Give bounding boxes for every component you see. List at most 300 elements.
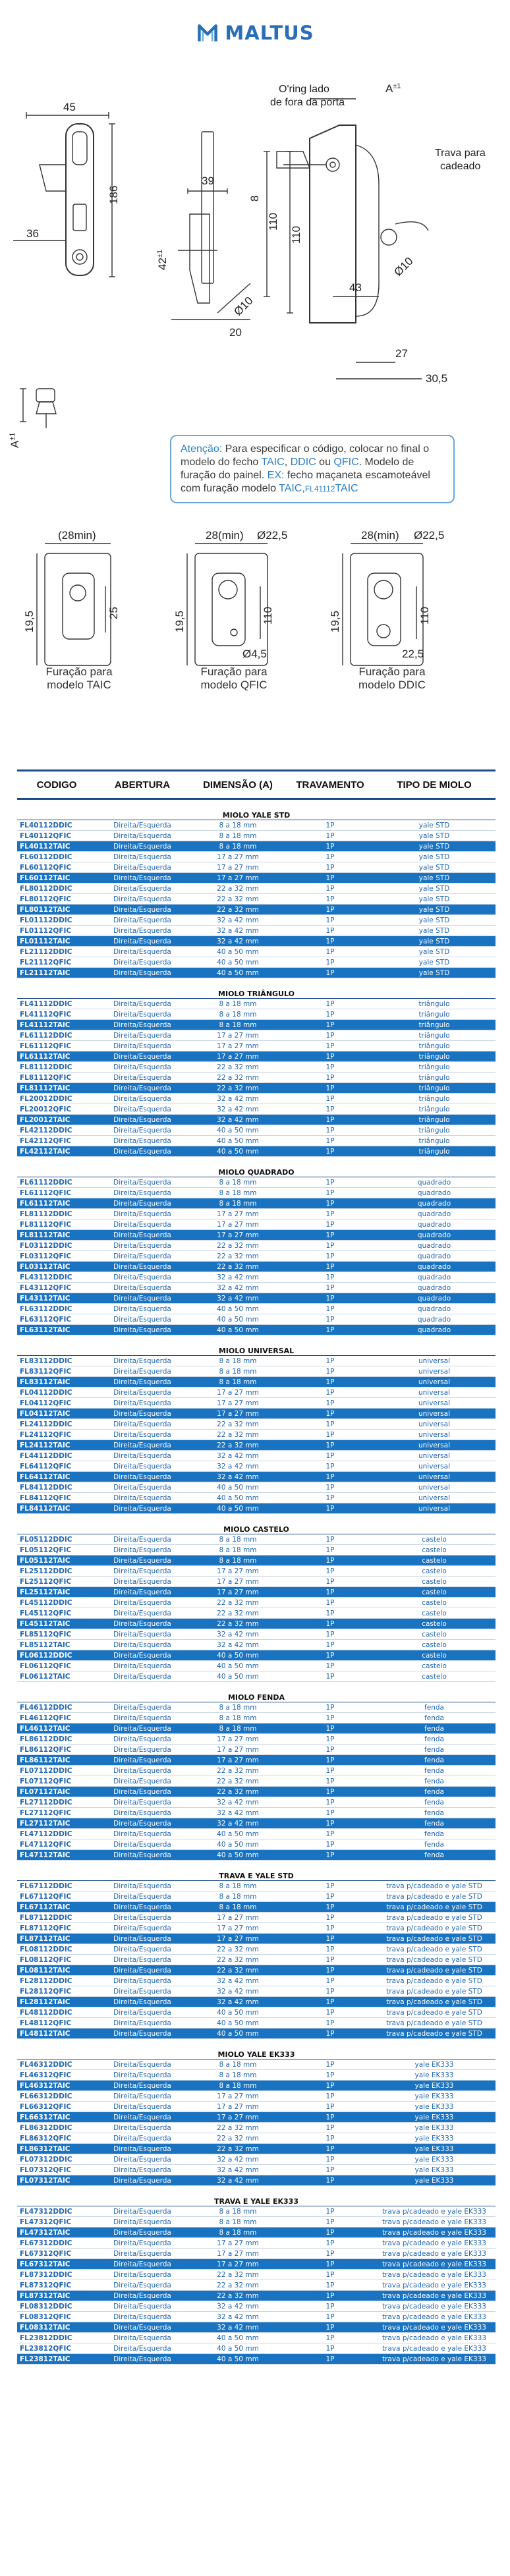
table-row (17, 1818, 496, 1829)
cell-tipo-miolo: universal (373, 1366, 496, 1377)
cell-dimensao: 40 a 50 mm (188, 1650, 287, 1661)
cell-travamento: 1P (287, 2301, 373, 2312)
cell-dimensao: 32 a 42 mm (188, 1976, 287, 1986)
cell-tipo-miolo: yale EK333 (373, 2102, 496, 2112)
cell-tipo-miolo: castelo (373, 1640, 496, 1650)
cell-abertura: Direita/Esquerda (96, 2018, 188, 2029)
cell-travamento: 1P (287, 1482, 373, 1493)
cell-tipo-miolo: triângulo (373, 1136, 496, 1146)
cell-codigo: FL47112TAIC (17, 1850, 96, 1861)
cell-codigo: FL03112TAIC (17, 1262, 96, 1272)
cell-dimensao: 8 a 18 mm (188, 1891, 287, 1902)
cell-tipo-miolo: quadrado (373, 1314, 496, 1325)
cell-codigo: FL07112DDIC (17, 1766, 96, 1776)
cell-tipo-miolo: yale EK333 (373, 2133, 496, 2144)
cell-travamento: 1P (287, 1073, 373, 1083)
table-row (17, 926, 496, 936)
table-row (17, 936, 496, 947)
cell-codigo: FL64112QFIC (17, 1461, 96, 1472)
cell-abertura: Direita/Esquerda (96, 947, 188, 957)
cell-tipo-miolo: fenda (373, 1808, 496, 1818)
drill-qfic-19-5: 19,5 (173, 610, 186, 632)
cell-travamento: 1P (287, 1818, 373, 1829)
table-row (17, 1976, 496, 1986)
cell-tipo-miolo: castelo (373, 1534, 496, 1545)
cell-abertura: Direita/Esquerda (96, 1640, 188, 1650)
group-header-row (17, 2039, 496, 2059)
cell-travamento: 1P (287, 1598, 373, 1608)
cell-codigo: FL81112DDIC (17, 1062, 96, 1073)
cell-tipo-miolo: trava p/cadeado e yale EK333 (373, 2249, 496, 2259)
cell-dimensao: 40 a 50 mm (188, 2354, 287, 2365)
table-row (17, 1020, 496, 1030)
cell-codigo: FL04112QFIC (17, 1398, 96, 1409)
cell-travamento: 1P (287, 1230, 373, 1241)
table-row (17, 2217, 496, 2227)
cell-abertura: Direita/Esquerda (96, 1482, 188, 1493)
cell-travamento: 1P (287, 968, 373, 978)
cell-travamento: 1P (287, 1881, 373, 1891)
cell-codigo: FL25112QFIC (17, 1577, 96, 1587)
cell-codigo: FL86112TAIC (17, 1755, 96, 1766)
cell-tipo-miolo: universal (373, 1451, 496, 1461)
dim-10-side: Ø10 (231, 294, 256, 318)
table-row (17, 1955, 496, 1965)
table-row (17, 1891, 496, 1902)
cell-travamento: 1P (287, 1797, 373, 1808)
cell-tipo-miolo: trava p/cadeado e yale EK333 (373, 2280, 496, 2291)
table-row (17, 1734, 496, 1745)
cell-abertura: Direita/Esquerda (96, 852, 188, 862)
table-row (17, 1986, 496, 1997)
cell-travamento: 1P (287, 1451, 373, 1461)
cell-abertura: Direita/Esquerda (96, 1650, 188, 1661)
cell-codigo: FL81112TAIC (17, 1230, 96, 1241)
cell-tipo-miolo: trava p/cadeado e yale EK333 (373, 2206, 496, 2217)
cell-dimensao: 32 a 42 mm (188, 2154, 287, 2165)
cell-codigo: FL87312DDIC (17, 2270, 96, 2280)
cell-dimensao: 40 a 50 mm (188, 1304, 287, 1314)
note-text-1: Para especificar o código, colocar no final o modelo do fecho (181, 443, 430, 468)
cell-codigo: FL66312DDIC (17, 2091, 96, 2102)
cell-travamento: 1P (287, 894, 373, 905)
cell-tipo-miolo: triângulo (373, 1009, 496, 1020)
note-example-code-c: TAIC (335, 483, 358, 494)
table-row (17, 873, 496, 883)
table-row (17, 1723, 496, 1734)
cell-travamento: 1P (287, 2280, 373, 2291)
cell-codigo: FL48112TAIC (17, 2029, 96, 2039)
cell-tipo-miolo: universal (373, 1398, 496, 1409)
drill-taic-25: 25 (107, 607, 120, 619)
cell-travamento: 1P (287, 2238, 373, 2249)
cell-tipo-miolo: triângulo (373, 1062, 496, 1073)
table-row (17, 2249, 496, 2259)
cell-tipo-miolo: yale EK333 (373, 2091, 496, 2102)
cell-tipo-miolo: yale EK333 (373, 2144, 496, 2154)
cell-codigo: FL61112QFIC (17, 1041, 96, 1051)
table-row (17, 2154, 496, 2165)
cell-tipo-miolo: universal (373, 1482, 496, 1493)
cell-tipo-miolo: universal (373, 1356, 496, 1366)
cell-dimensao: 17 a 27 mm (188, 1230, 287, 1241)
cell-abertura: Direita/Esquerda (96, 1293, 188, 1304)
header-tipo-miolo: TIPO DE MIOLO (373, 771, 496, 799)
cell-travamento: 1P (287, 2123, 373, 2133)
group-title: TRAVA E YALE EK333 (17, 2186, 496, 2206)
cell-codigo: FL40112QFIC (17, 831, 96, 841)
table-row (17, 2102, 496, 2112)
cell-travamento: 1P (287, 1723, 373, 1734)
cell-abertura: Direita/Esquerda (96, 1913, 188, 1923)
table-row (17, 2280, 496, 2291)
cell-travamento: 1P (287, 2102, 373, 2112)
cell-dimensao: 32 a 42 mm (188, 1272, 287, 1283)
cell-dimensao: 32 a 42 mm (188, 1640, 287, 1650)
cell-dimensao: 8 a 18 mm (188, 1177, 287, 1188)
drill-ddic-22-5b: 22,5 (402, 648, 424, 660)
cell-codigo: FL61112DDIC (17, 1030, 96, 1041)
cell-tipo-miolo: trava p/cadeado e yale EK333 (373, 2270, 496, 2280)
cell-dimensao: 22 a 32 mm (188, 1944, 287, 1955)
cell-abertura: Direita/Esquerda (96, 1493, 188, 1503)
cell-dimensao: 17 a 27 mm (188, 1755, 287, 1766)
table-row (17, 2144, 496, 2154)
cell-abertura: Direita/Esquerda (96, 2007, 188, 2018)
table-row (17, 1073, 496, 1083)
cell-tipo-miolo: yale EK333 (373, 2175, 496, 2186)
cell-codigo: FL84112DDIC (17, 1482, 96, 1493)
cell-dimensao: 8 a 18 mm (188, 1555, 287, 1566)
cell-tipo-miolo: quadrado (373, 1209, 496, 1219)
cell-dimensao: 17 a 27 mm (188, 1934, 287, 1944)
cell-tipo-miolo: yale EK333 (373, 2059, 496, 2070)
cell-abertura: Direita/Esquerda (96, 1944, 188, 1955)
cell-dimensao: 8 a 18 mm (188, 820, 287, 831)
cell-travamento: 1P (287, 1745, 373, 1755)
cell-dimensao: 22 a 32 mm (188, 2280, 287, 2291)
cell-codigo: FL04112TAIC (17, 1409, 96, 1419)
cell-codigo: FL07112TAIC (17, 1787, 96, 1797)
cell-tipo-miolo: trava p/cadeado e yale EK333 (373, 2343, 496, 2354)
cell-travamento: 1P (287, 2018, 373, 2029)
cell-travamento: 1P (287, 2133, 373, 2144)
dim-36: 36 (26, 227, 39, 240)
table-row (17, 1314, 496, 1325)
drill-ddic-28: 28(min) (361, 529, 399, 542)
drill-taic-28: (28min) (58, 529, 96, 542)
cell-tipo-miolo: universal (373, 1387, 496, 1398)
cell-abertura: Direita/Esquerda (96, 1440, 188, 1451)
cell-travamento: 1P (287, 2081, 373, 2091)
cell-abertura: Direita/Esquerda (96, 1566, 188, 1577)
cell-tipo-miolo: castelo (373, 1598, 496, 1608)
cell-dimensao: 22 a 32 mm (188, 1419, 287, 1430)
cell-travamento: 1P (287, 1251, 373, 1262)
cell-tipo-miolo: fenda (373, 1839, 496, 1850)
cell-dimensao: 8 a 18 mm (188, 1198, 287, 1209)
cell-codigo: FL86112QFIC (17, 1745, 96, 1755)
cell-dimensao: 17 a 27 mm (188, 1387, 287, 1398)
cell-travamento: 1P (287, 2070, 373, 2081)
cell-abertura: Direita/Esquerda (96, 2227, 188, 2238)
cell-tipo-miolo: yale EK333 (373, 2070, 496, 2081)
table-row (17, 1041, 496, 1051)
cell-travamento: 1P (287, 1545, 373, 1555)
cell-tipo-miolo: triângulo (373, 1094, 496, 1104)
cell-travamento: 1P (287, 1608, 373, 1619)
cell-tipo-miolo: triângulo (373, 1051, 496, 1062)
cell-dimensao: 40 a 50 mm (188, 947, 287, 957)
cell-dimensao: 8 a 18 mm (188, 1377, 287, 1387)
cell-travamento: 1P (287, 1219, 373, 1230)
cell-tipo-miolo: quadrado (373, 1283, 496, 1293)
table-row (17, 1808, 496, 1818)
cell-abertura: Direita/Esquerda (96, 905, 188, 915)
table-row (17, 1566, 496, 1577)
cell-codigo: FL61112TAIC (17, 1051, 96, 1062)
cell-travamento: 1P (287, 1020, 373, 1030)
trava-label-line1: Trava para (435, 148, 486, 159)
cell-codigo: FL08312QFIC (17, 2312, 96, 2322)
cell-codigo: FL27112DDIC (17, 1797, 96, 1808)
cell-travamento: 1P (287, 2343, 373, 2354)
table-row (17, 1251, 496, 1262)
cell-tipo-miolo: yale EK333 (373, 2081, 496, 2091)
cell-travamento: 1P (287, 1283, 373, 1293)
cell-travamento: 1P (287, 936, 373, 947)
brand-name: MALTUS (225, 22, 314, 44)
cell-abertura: Direita/Esquerda (96, 1986, 188, 1997)
cell-codigo: FL46312QFIC (17, 2070, 96, 2081)
cell-travamento: 1P (287, 2059, 373, 2070)
cell-dimensao: 22 a 32 mm (188, 883, 287, 894)
cell-abertura: Direita/Esquerda (96, 1104, 188, 1115)
drill-qfic-22-5: Ø22,5 (257, 529, 288, 542)
cell-tipo-miolo: fenda (373, 1829, 496, 1839)
cell-abertura: Direita/Esquerda (96, 1955, 188, 1965)
cell-travamento: 1P (287, 1430, 373, 1440)
table-row (17, 2007, 496, 2018)
cell-dimensao: 8 a 18 mm (188, 1702, 287, 1713)
table-row (17, 1325, 496, 1335)
cell-codigo: FL45112QFIC (17, 1608, 96, 1619)
table-row (17, 2343, 496, 2354)
table-row (17, 2059, 496, 2070)
table-row (17, 1219, 496, 1230)
cell-travamento: 1P (287, 1650, 373, 1661)
cell-dimensao: 22 a 32 mm (188, 2133, 287, 2144)
cell-abertura: Direita/Esquerda (96, 2029, 188, 2039)
cell-dimensao: 8 a 18 mm (188, 831, 287, 841)
cell-travamento: 1P (287, 873, 373, 883)
cell-codigo: FL48112QFIC (17, 2018, 96, 2029)
header-travamento: TRAVAMENTO (287, 771, 373, 799)
cell-tipo-miolo: universal (373, 1377, 496, 1387)
cell-abertura: Direita/Esquerda (96, 1188, 188, 1198)
cell-tipo-miolo: triângulo (373, 1073, 496, 1083)
cell-travamento: 1P (287, 1115, 373, 1125)
cell-abertura: Direita/Esquerda (96, 1366, 188, 1377)
table-row (17, 1230, 496, 1241)
cell-codigo: FL85112QFIC (17, 1629, 96, 1640)
cell-travamento: 1P (287, 1304, 373, 1314)
cell-tipo-miolo: triângulo (373, 1041, 496, 1051)
cell-abertura: Direita/Esquerda (96, 1850, 188, 1861)
cell-travamento: 1P (287, 1272, 373, 1283)
table-row (17, 915, 496, 926)
cell-travamento: 1P (287, 1671, 373, 1682)
cell-tipo-miolo: quadrado (373, 1293, 496, 1304)
cell-abertura: Direita/Esquerda (96, 1209, 188, 1219)
cell-abertura: Direita/Esquerda (96, 926, 188, 936)
note-attention: Atenção: (181, 443, 223, 455)
cell-tipo-miolo: trava p/cadeado e yale EK333 (373, 2238, 496, 2249)
cell-tipo-miolo: triângulo (373, 1115, 496, 1125)
cell-travamento: 1P (287, 1902, 373, 1913)
cell-dimensao: 8 a 18 mm (188, 1020, 287, 1030)
table-row (17, 841, 496, 852)
table-row (17, 1062, 496, 1073)
table-row (17, 999, 496, 1009)
cell-abertura: Direita/Esquerda (96, 2291, 188, 2301)
cell-tipo-miolo: fenda (373, 1713, 496, 1723)
group-title: MIOLO YALE EK333 (17, 2039, 496, 2059)
cell-tipo-miolo: fenda (373, 1850, 496, 1861)
table-row (17, 1051, 496, 1062)
cell-travamento: 1P (287, 1734, 373, 1745)
table-row (17, 1430, 496, 1440)
cell-codigo: FL23812QFIC (17, 2343, 96, 2354)
cell-travamento: 1P (287, 1766, 373, 1776)
cell-dimensao: 32 a 42 mm (188, 2312, 287, 2322)
group-header-row (17, 978, 496, 999)
table-row (17, 2291, 496, 2301)
cell-abertura: Direita/Esquerda (96, 1976, 188, 1986)
table-row (17, 1839, 496, 1850)
cell-codigo: FL03112QFIC (17, 1251, 96, 1262)
cell-dimensao: 17 a 27 mm (188, 1030, 287, 1041)
cell-travamento: 1P (287, 1062, 373, 1073)
cell-travamento: 1P (287, 831, 373, 841)
table-row (17, 1629, 496, 1640)
cell-codigo: FL41112TAIC (17, 1020, 96, 1030)
cell-tipo-miolo: quadrado (373, 1219, 496, 1230)
table-row (17, 1923, 496, 1934)
table-row (17, 1934, 496, 1944)
header-dimensao: DIMENSÃO (A) (188, 771, 287, 799)
cell-tipo-miolo: yale STD (373, 915, 496, 926)
cell-dimensao: 22 a 32 mm (188, 905, 287, 915)
cell-dimensao: 40 a 50 mm (188, 2018, 287, 2029)
cell-tipo-miolo: trava p/cadeado e yale STD (373, 1913, 496, 1923)
table-row (17, 852, 496, 862)
cell-codigo: FL43112TAIC (17, 1293, 96, 1304)
cell-abertura: Direita/Esquerda (96, 1734, 188, 1745)
cell-abertura: Direita/Esquerda (96, 1891, 188, 1902)
cell-travamento: 1P (287, 1262, 373, 1272)
cell-tipo-miolo: yale STD (373, 852, 496, 862)
cell-tipo-miolo: yale EK333 (373, 2154, 496, 2165)
cell-codigo: FL21112QFIC (17, 957, 96, 968)
cell-tipo-miolo: quadrado (373, 1198, 496, 1209)
cell-abertura: Direita/Esquerda (96, 2312, 188, 2322)
header-codigo: CODIGO (17, 771, 96, 799)
cell-codigo: FL43112QFIC (17, 1283, 96, 1293)
cell-travamento: 1P (287, 1440, 373, 1451)
cell-dimensao: 32 a 42 mm (188, 1808, 287, 1818)
cell-abertura: Direita/Esquerda (96, 1314, 188, 1325)
table-row (17, 968, 496, 978)
cell-codigo: FL05112DDIC (17, 1534, 96, 1545)
cell-abertura: Direita/Esquerda (96, 894, 188, 905)
cell-codigo: FL24112QFIC (17, 1430, 96, 1440)
cell-tipo-miolo: trava p/cadeado e yale STD (373, 2018, 496, 2029)
note-example-code-a: TAIC (279, 483, 302, 494)
cell-tipo-miolo: fenda (373, 1766, 496, 1776)
cell-abertura: Direita/Esquerda (96, 2165, 188, 2175)
table-row (17, 1461, 496, 1472)
cell-dimensao: 32 a 42 mm (188, 1451, 287, 1461)
cell-abertura: Direita/Esquerda (96, 1534, 188, 1545)
table-row (17, 1366, 496, 1377)
trava-label-line2: cadeado (440, 161, 481, 172)
cell-travamento: 1P (287, 1409, 373, 1419)
cell-abertura: Direita/Esquerda (96, 1776, 188, 1787)
dim-10-right: Ø10 (391, 254, 416, 279)
cell-codigo: FL84112QFIC (17, 1493, 96, 1503)
cell-tipo-miolo: yale STD (373, 831, 496, 841)
table-row (17, 1451, 496, 1461)
note-text-2: . Modelo de furação do painel. (181, 457, 414, 481)
cell-dimensao: 8 a 18 mm (188, 2206, 287, 2217)
table-row (17, 1577, 496, 1587)
cell-codigo: FL08112TAIC (17, 1965, 96, 1976)
cell-codigo: FL60112QFIC (17, 862, 96, 873)
cell-travamento: 1P (287, 2291, 373, 2301)
table-row (17, 957, 496, 968)
cell-abertura: Direita/Esquerda (96, 1598, 188, 1608)
cell-tipo-miolo: quadrado (373, 1177, 496, 1188)
cell-dimensao: 22 a 32 mm (188, 1787, 287, 1797)
drill-ddic-19-5: 19,5 (329, 610, 341, 632)
cell-abertura: Direita/Esquerda (96, 1177, 188, 1188)
cell-abertura: Direita/Esquerda (96, 2175, 188, 2186)
cell-abertura: Direita/Esquerda (96, 957, 188, 968)
cell-codigo: FL47112DDIC (17, 1829, 96, 1839)
caption-ddic-line1: Furação para (358, 665, 426, 678)
cell-tipo-miolo: fenda (373, 1818, 496, 1829)
table-row (17, 1419, 496, 1430)
cell-dimensao: 8 a 18 mm (188, 2081, 287, 2091)
cell-dimensao: 8 a 18 mm (188, 2070, 287, 2081)
cell-codigo: FL07112QFIC (17, 1776, 96, 1787)
cell-tipo-miolo: universal (373, 1430, 496, 1440)
cell-travamento: 1P (287, 1713, 373, 1723)
cell-dimensao: 40 a 50 mm (188, 1482, 287, 1493)
cell-dimensao: 32 a 42 mm (188, 1986, 287, 1997)
table-row (17, 1702, 496, 1713)
drill-taic-19-5: 19,5 (23, 610, 36, 632)
cell-codigo: FL20012QFIC (17, 1104, 96, 1115)
table-row (17, 1083, 496, 1094)
cell-travamento: 1P (287, 1094, 373, 1104)
cell-abertura: Direita/Esquerda (96, 1262, 188, 1272)
cell-dimensao: 8 a 18 mm (188, 1881, 287, 1891)
table-row (17, 1881, 496, 1891)
cell-tipo-miolo: universal (373, 1440, 496, 1451)
cell-travamento: 1P (287, 1787, 373, 1797)
